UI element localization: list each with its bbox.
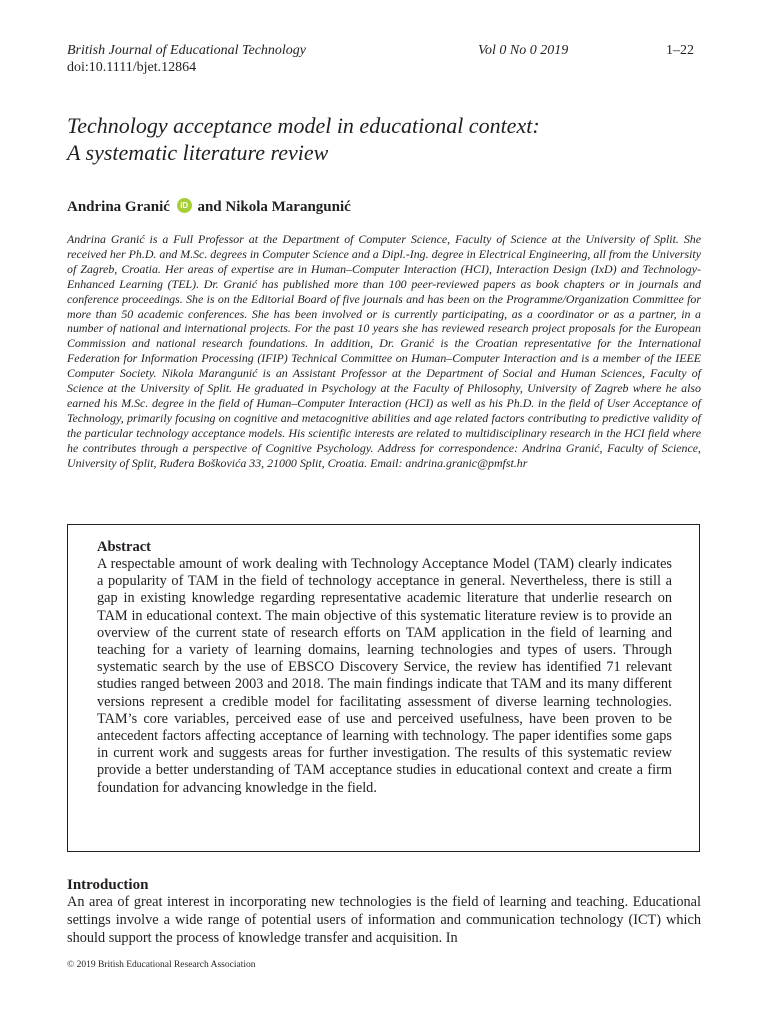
abstract-heading: Abstract <box>97 539 151 555</box>
copyright-footer: © 2019 British Educational Research Association <box>67 960 256 970</box>
abstract-box <box>67 524 700 852</box>
author-connector: and <box>197 199 222 215</box>
author-name: Nikola Marangunić <box>225 199 351 215</box>
volume-info: Vol 0 No 0 2019 <box>478 43 569 58</box>
abstract-text: A respectable amount of work dealing with Technology Acceptance Model (TAM) clearly indicates a popularity of TAM in the field of technology acceptance in general. Nevertheless, there is still a gap in existing knowledge regarding representative academic literature that underlie research on TAM in educational context. The main objective of this systematic literature review is to provide an overview of the current state of research efforts on TAM application in the field of learning and teaching for a variety of learning domains, learning technologies and types of users. Through systematic search by the use of EBSCO Discovery Service, the review has identified 71 relevant studies ranged between 2003 and 2018. The main findings indicate that TAM and its many different versions represent a credible model for facilitating assessment of diverse learning technologies. TAM’s core variables, perceived ease of use and perceived usefulness, have been proven to be antecedent factors affecting acceptance of learning with technology. The paper identifies some gaps in current work and suggests areas for further investigation. The results of this systematic review provide a better understanding of TAM acceptance studies in educational context and create a firm foundation for advancing knowledge in the field. <box>97 556 672 796</box>
doi[interactable]: doi:10.1111/bjet.12864 <box>67 60 197 75</box>
article-title <box>67 112 707 166</box>
title-line-2: A systematic literature review <box>67 140 329 165</box>
title-line-1: Technology acceptance model in educational context: <box>67 113 540 138</box>
orcid-icon[interactable]: iD <box>177 198 192 213</box>
author-biography: Andrina Granić is a Full Professor at the Department of Computer Science, Faculty of Science at the University of Split. She received her Ph.D. and M.Sc. degrees in Computer Science and a Dipl.-Ing. degree in Electrical Engineering, all from the University of Zagreb, Croatia. Her areas of expertise are in Human–Computer Interaction (HCI), Interaction Design (IxD) and Technology-Enhanced Learning (TEL). Dr. Granić has published more than 100 peer-reviewed papers as book chapters or in journals and conference proceedings. She is on the Editorial Board of five journals and has been on the Programme/Organization Committee for more than 50 academic conferences. She has been involved or is currently participating, as a coordinator or as a partner, in a number of national and international projects. For the past 10 years she has reviewed research project proposals for the European Commission and national research foundations. In addition, Dr. Granić is the Croatian representative for the International Federation for Information Processing (IFIP) Technical Committee on Human–Computer Interaction and is a member of the IEEE Computer Society. Nikola Marangunić is an Assistant Professor at the Department of Social and Human Sciences, Faculty of Science at the University of Split. He graduated in Psychology at the Faculty of Philosophy, University of Zagreb where he also earned his M.Sc. degree in the field of Human–Computer Interaction (HCI) as well as his Ph.D. in the field of User Acceptance of Technology, primarily focusing on cognitive and metacognitive abilities and age related factors contributing to predictive validity of the particular technology acceptance models. His scientific interests are related to multidisciplinary research in the HCI field where he contributes through a perspective of Cognitive Psychology. Address for correspondence: Andrina Granić, Faculty of Science, University of Split, Ruđera Boškovića 33, 21000 Split, Croatia. Email: andrina.granic@pmfst.hr <box>67 232 701 470</box>
author-name: Andrina Granić <box>67 199 170 215</box>
introduction-paragraph: An area of great interest in incorporating new technologies is the field of learning and teaching. Educational settings involve a wide range of potential users of information and communication technology (ICT) which should support the process of knowledge transfer and acquisition. In <box>67 894 701 947</box>
page-range: 1–22 <box>666 43 694 58</box>
journal-name: British Journal of Educational Technology <box>67 43 307 58</box>
author-list <box>67 197 351 217</box>
section-heading-introduction: Introduction <box>67 877 149 893</box>
